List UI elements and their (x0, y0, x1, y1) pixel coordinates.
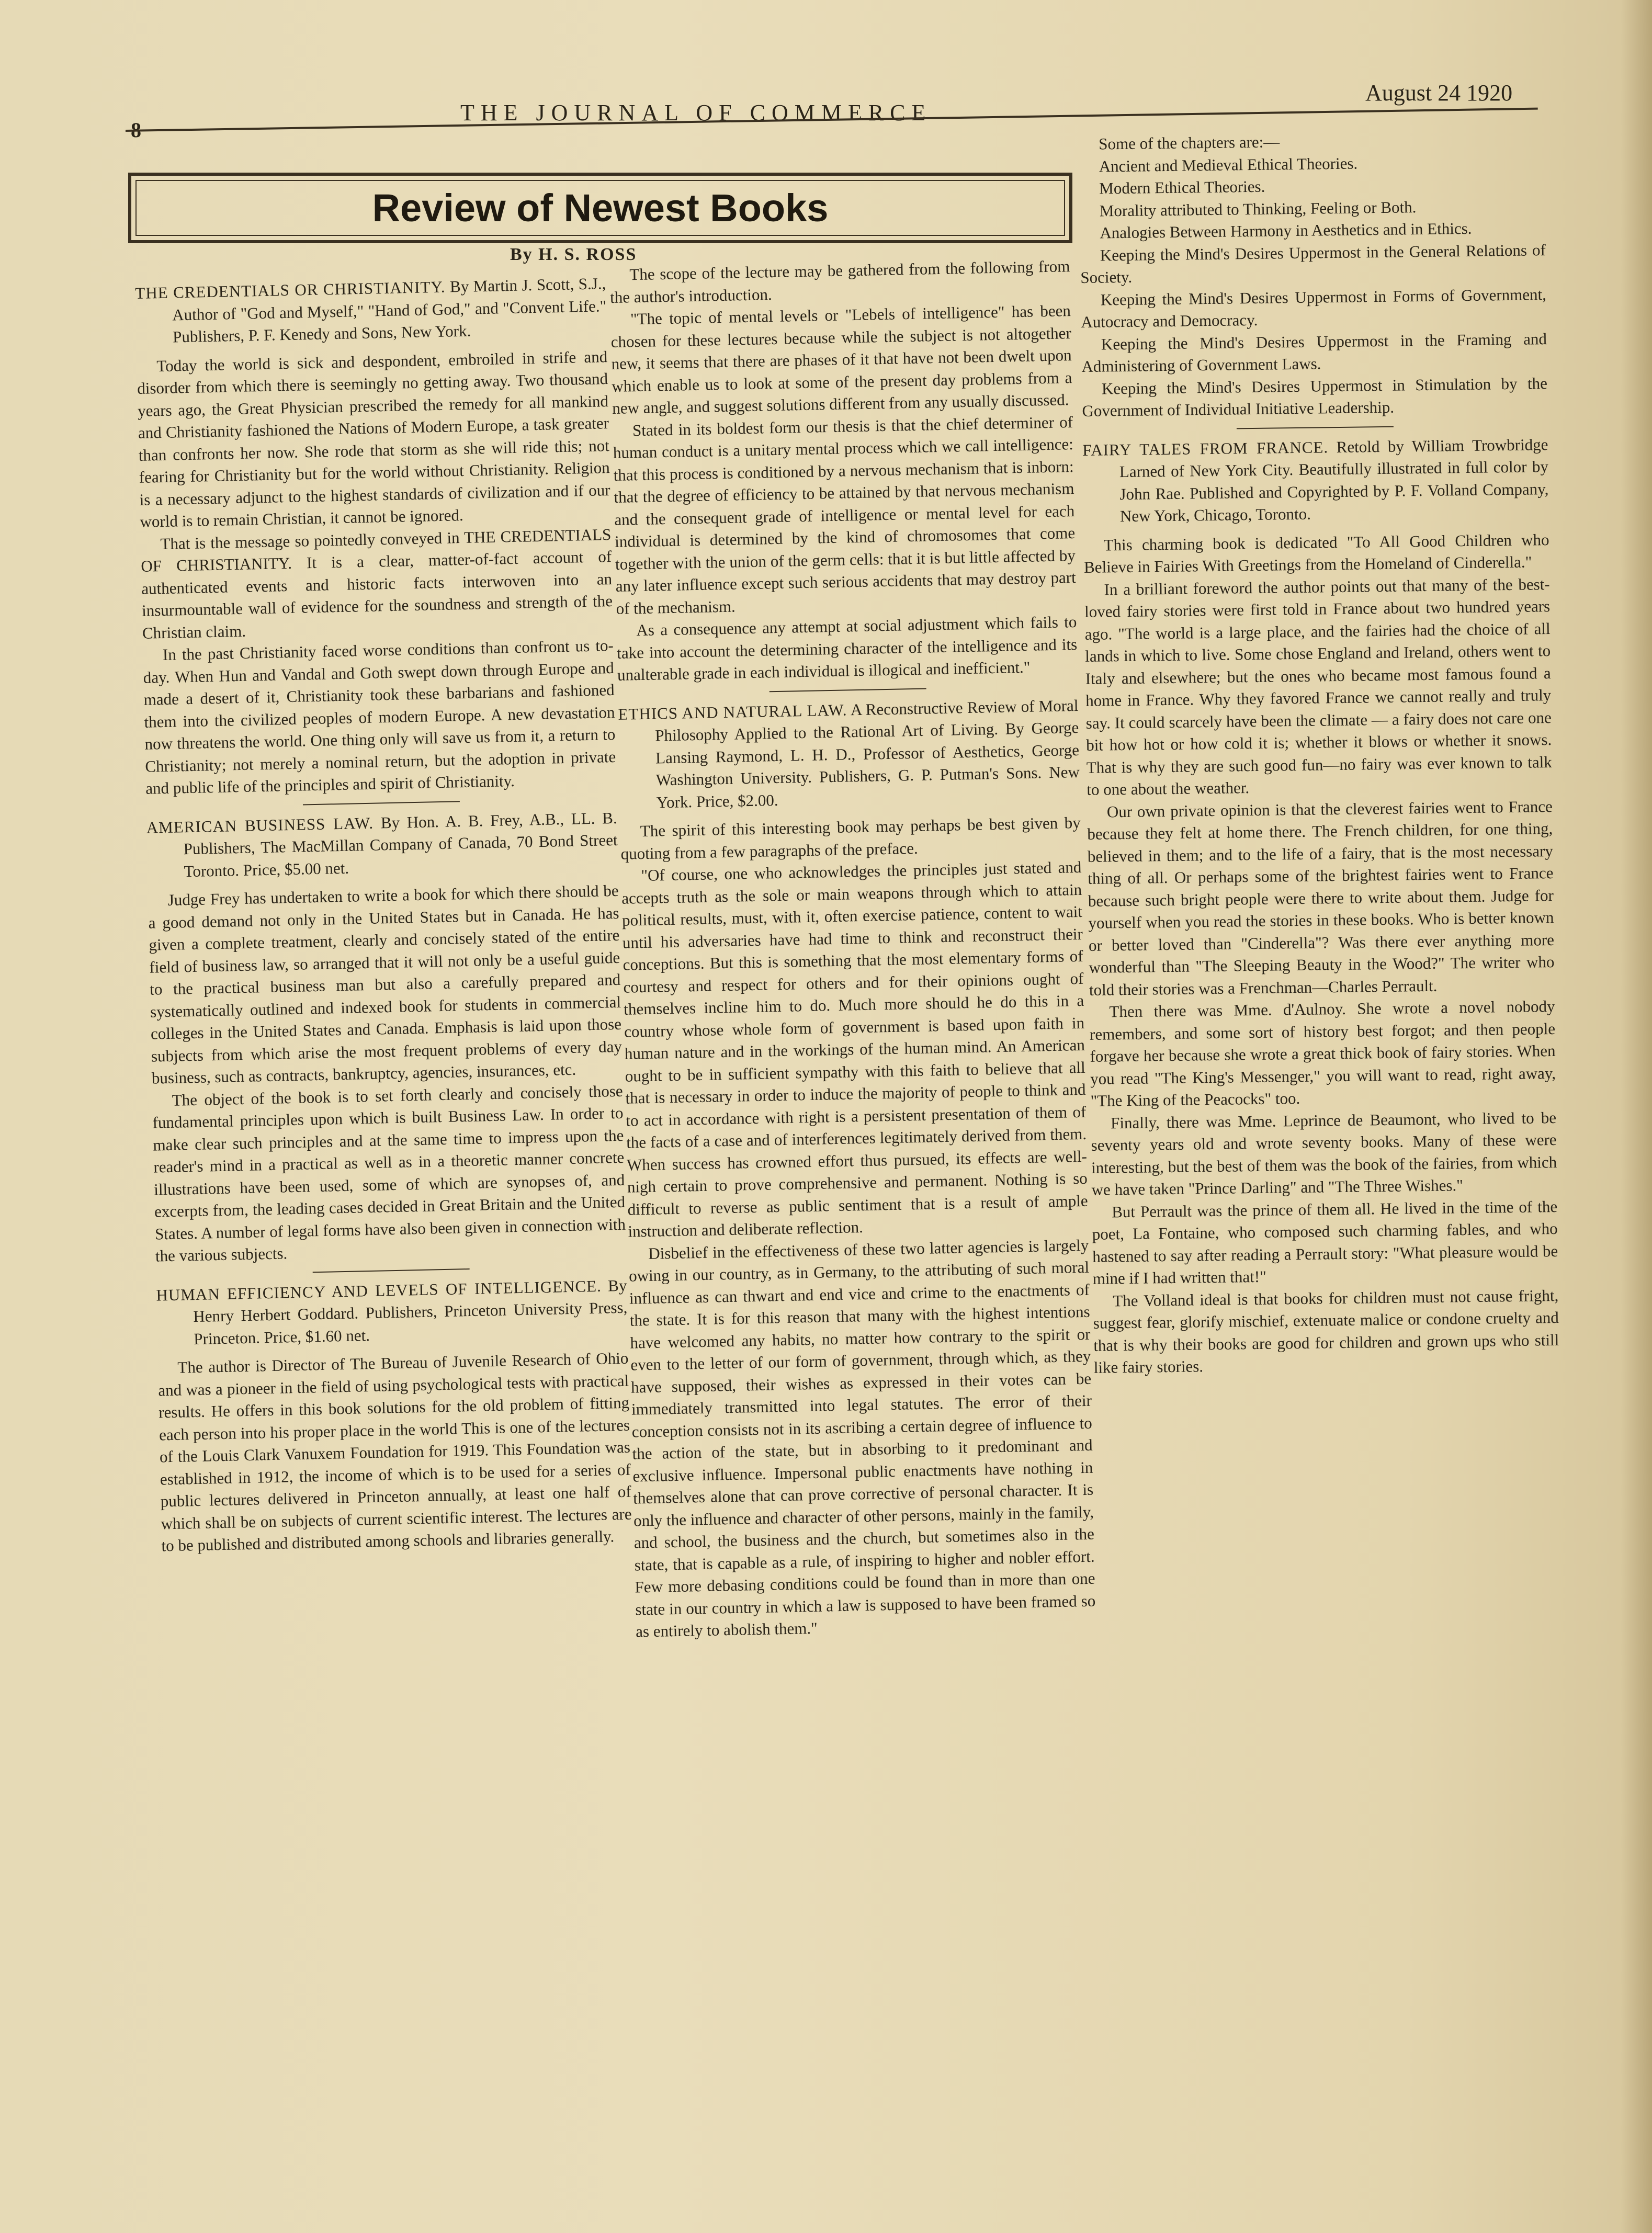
book-details: By Henry Herbert Goddard. Publishers, Princeton University Press, Princeton. Price, $1.60 net. (193, 1276, 628, 1348)
chapter-item: Keeping the Mind's Desires Uppermost in Stimulation by the Government of Individual Initiative Leadership. (1082, 373, 1548, 420)
column-2 (609, 255, 1096, 1643)
feature-title-box (128, 173, 1072, 243)
book-title: ETHICS AND NATURAL LAW. (618, 700, 847, 723)
section-divider (313, 1268, 470, 1273)
review-paragraph: Disbelief in the effectiveness of these two latter agencies is largely owing in our country, as in Germany, to the attributing of such moral influence as can thwart and end vice and crime to the enactments of the state. It is for this reason that many with the highest intentions have welcomed any habits, no matter how contrary to the spirit or even to the letter of our form of government, through which, as they have supposed, their wishes as expressed in their votes can be immediately transmitted into legal statutes. The error of their conception consists not in its ascribing a certain degree of influence to the action of the state, but in absorbing to it predominant and exclusive influence. Impersonal public enactments have nothing in themselves alone that can prove corrective of personal character. It is only the influence and character of other persons, mainly in the family, and school, the business and the church, but sometimes also in the state, that is capable as a rule, of inspiring to higher and nobler effort. Few more debasing conditions could be found than in more than one state in our country in which a law is supposed to have been framed so as entirely to abolish them." (628, 1235, 1096, 1641)
chapter-item: Modern Ethical Theories. (1099, 177, 1265, 198)
section-divider (1237, 426, 1394, 429)
chapter-item: Keeping the Mind's Desires Uppermost in the General Relations of Society. (1080, 240, 1546, 287)
issue-date: August 24 1920 (1365, 80, 1513, 106)
chapter-item: Keeping the Mind's Desires Uppermost in Forms of Government, Autocracy and Democracy. (1081, 285, 1547, 331)
review-paragraph: In a brilliant foreword the author points out that many of the best-loved fairy stories were first told in France about two hundred years ago. "The world is a large place, and the fairies had the choice of all lands in which to live. Some chose England and Ireland, others went to Italy and elsewhere; but the ones who became most famous found a home in France. Why they favored France we cannot really and truly say. It could scarcely have been the climate — a fairy does not care one bit how hot or how cold it is; whether it blows or whether it snows. That is why they are such good fun—no fairy was ever known to talk to one about the weather. (1084, 574, 1552, 799)
feature-title: Review of Newest Books (372, 186, 829, 230)
review-paragraph: Some of the chapters are:— (1099, 132, 1280, 153)
page-number: 8 (131, 118, 141, 142)
section-divider (303, 801, 460, 805)
review-paragraph: Judge Frey has undertaken to write a book for which there should be a good demand not only in the United States but in Canada. He has given a complete treatment, clearly and concisely stated of the entire field of business law, so arranged that it will not only be a useful guide to the practical business man but also a carefully prepared and systematically outlined and indexed book for students in commercial colleges in the United States and Canada. Emphasis is laid upon those subjects from which arise the most frequent problems of every day business, such as contracts, bankruptcy, agencies, insurances, etc. (148, 881, 623, 1087)
book-details: Retold by William Trowbridge Larned of New York City. Beautifully illustrated in full color by John Rae. Published and Copyrighted by P. F. Volland Company, New York, Chicago, Toronto. (1119, 435, 1549, 526)
book-title: HUMAN EFFICIENCY AND LEVELS OF INTELLIGENCE. (156, 1276, 602, 1305)
review-paragraph: "Of course, one who acknowledges the principles just stated and accepts truth as the sole or main weapons through which to attain political results, must, with it, often exercise patience, content to wait until his adversaries have had time to think and reconstruct their conceptions. But this is something that the most elementary forms of courtesy and respect for others and for their opinions ought of themselves incline him to do. Much more should he do this in a country whose whole form of government is based upon faith in human nature and in the workings of the human mind. An American ought to be in sufficient sympathy with this faith to believe that all that is necessary in order to induce the majority of people to think and to act in accordance with right is a persistent presentation of them of the facts of a case and of interferences legitimately derived from them. When success has crowned effort thus pursued, its effects are well-nigh certain to prove comprehensive and permanent. Nothing is so difficult to reverse as public sentiment that is a result of ample instruction and deliberate reflection. (621, 857, 1088, 1241)
chapter-item: Ancient and Medieval Ethical Theories. (1099, 153, 1358, 176)
review-paragraph: Then there was Mme. d'Aulnoy. She wrote a novel nobody remembers, and some sort of history best forgot; and then people forgave her because she wrote a great thick book of fairy stories. When you read "The King's Messenger," you will want to read, right away, "The King of the Peacocks" too. (1089, 997, 1556, 1110)
book-details: By Hon. A. B. Frey, A.B., LL. B. Publishers, The MacMillan Company of Canada, 70 Bond Street Toronto. Price, $5.00 net. (183, 808, 618, 880)
review-paragraph: The Volland ideal is that books for children must not cause fright, suggest fear, glorify mischief, extenuate malice or condone cruelty and that is why their books are good for children and grown ups who still like fairy stories. (1093, 1286, 1559, 1377)
byline: By H. S. ROSS (510, 245, 637, 264)
review-paragraph: Today the world is sick and despondent, embroiled in strife and disorder from which there is seemingly no getting away. Two thousand years ago, the Great Physician prescribed the remedy for all mankind and Christianity fashioned the Nations of Modern Europe, a task greater than confronts her now. She rode that storm as she will ride this; not fearing for Christianity but for the world without Christianity. Religion is a necessary adjunct to the highest standards of civilization and if our world is to remain Christian, it cannot be ignored. (137, 347, 610, 531)
review-paragraph: The object of the book is to set forth clearly and concisely those fundamental principles upon which is built Business Law. In order to make clear such principles and at the same time to impress upon the reader's mind in a practical as well as in a theoretic manner concrete illustrations have been used, some of which are synopses of, and excerpts from, the leading cases decided in Great Britain and the United States. A number of legal forms have also been given in connection with the various subjects. (152, 1081, 626, 1265)
journal-masthead: THE JOURNAL OF COMMERCE (460, 100, 932, 126)
review-heading-ethics (618, 694, 1080, 814)
book-title: FAIRY TALES FROM FRANCE. (1082, 437, 1329, 459)
review-paragraph: The author is Director of The Bureau of Juvenile Research of Ohio and was a pioneer in the field of using psychological tests with practical results. He offers in this book solutions for the old problem of fitting each person into his proper place in the world This is one of the lectures of the Louis Clark Vanuxem Foundation for 1919. This Foundation was established in 1912, the income of which is to be used for a series of public lectures delivered in Princeton annually, at least one half of which shall be on subjects of current scientific interest. The lectures are to be published and distributed among schools and libraries generally. (157, 1348, 632, 1555)
review-paragraph: "The topic of mental levels or "Lebels of intelligence" has been chosen for these lectures because while the subject is not altogether new, it seems that there are phases of it that have not been dwelt upon which enable us to look at some of the present day problems from a new angle, and suggest solutions different from any usually discussed. (610, 301, 1072, 417)
review-paragraph: That is the message so pointedly conveyed in THE CREDENTIALS OF CHRISTIANITY. It is a clear, matter-of-fact account of authenticated events and historic facts interwoven into an insurmountable wall of evidence for the soundness and strength of the Christian claim. (140, 525, 613, 642)
book-title: AMERICAN BUSINESS LAW. (146, 813, 374, 837)
review-heading-business-law (146, 807, 618, 883)
review-paragraph: But Perrault was the prince of them all. He lived in the time of the poet, La Fontaine, who composed such charming fables, and who hastened to say after reading a Perrault story: "What pleasure would be mine if I had written that!" (1092, 1197, 1558, 1288)
review-paragraph: The spirit of this interesting book may perhaps be best given by quoting from a few paragraphs of the preface. (620, 813, 1081, 863)
column-3 (1079, 128, 1559, 1379)
review-heading-credentials (135, 273, 607, 349)
section-divider (770, 688, 926, 692)
review-paragraph: Finally, there was Mme. Leprince de Beaumont, who lived to be seventy years old and wrote seventy books. Many of these were interesting, but the best of them was the book of the fairies, from which we have taken "Prince Darling" and "The Three Wishes." (1091, 1108, 1557, 1199)
review-paragraph: This charming book is dedicated "To All Good Children who Believe in Fairies With Greetings from the Homeland of Cinderella." (1083, 530, 1549, 576)
chapter-item: Morality attributed to Thinking, Feeling or Both. (1099, 197, 1417, 220)
review-paragraph: Our own private opinion is that the cleverest fairies went to France because they felt at home there. The French children, for one thing, believed in them; and to the life of a fairy, that is the most necessary thing of all. Or perhaps some of the brightest fairies went to France because such bright people were there to write about them. Judge for yourself when you read the stories in these books. Who is better known or better loved than "Cinderella"? Was there ever anything more wonderful than "The Sleeping Beauty in the Wood?" The writer who told their stories was a Frenchman—Charles Perrault. (1087, 797, 1555, 999)
column-1 (135, 273, 632, 1557)
book-details: A Reconstructive Review of Moral Philosophy Applied to the Rational Art of Living. By George Lansing Raymond, L. H. D., Professor of Aesthetics, George Washington University. Publishers, G. P. Putman's Sons. New York. Price, $2.00. (654, 696, 1080, 811)
review-paragraph: As a consequence any attempt at social adjustment which fails to take into account the determining character of the intelligence and its unalterable grade in each individual is illogical and inefficient." (616, 612, 1078, 684)
review-paragraph: In the past Christianity faced worse conditions than confront us to-day. When Hun and Vandal and Goth swept down through Europe and made a desert of it, Christianity took these barbarians and fashioned them into the civilized peoples of modern Europe. A new devastation now threatens the world. One thing only will save us from it, a return to Christianity; not merely a nominal return, but the adoption in private and public life of the principles and spirit of Christianity. (143, 636, 616, 798)
review-heading-fairy-tales (1082, 434, 1549, 528)
review-paragraph: Stated in its boldest form our thesis is that the chief determiner of human conduct is a unitary mental process which we call intelligence: that this process is conditioned by a nervous mechanism that is inborn: that the degree of efficiency to be attained by that nervous mechanism and the consequent grade of intelligence or mental level for each individual is determined by the kind of chromosomes that come together with the union of the germ cells: that it is but little affected by any later influence except such serious accidents that may destroy part of the mechanism. (613, 412, 1076, 618)
book-title: THE CREDENTIALS OR CHRISTIANITY. (135, 277, 446, 302)
review-heading-human-efficiency (156, 1274, 628, 1351)
chapter-item: Analogies Between Harmony in Aesthetics and in Ethics. (1100, 219, 1472, 242)
page-edge-shadow (1621, 0, 1652, 2233)
book-details: By Martin J. Scott, S.J., Author of "God and Myself," "Hand of God," and "Convent Life." Publishers, P. F. Kenedy and Sons, New York. (172, 274, 607, 346)
chapter-item: Keeping the Mind's Desires Uppermost in the Framing and Administering of Government Laws. (1081, 329, 1547, 376)
review-paragraph: The scope of the lecture may be gathered from the following from the author's introduction. (609, 257, 1070, 307)
